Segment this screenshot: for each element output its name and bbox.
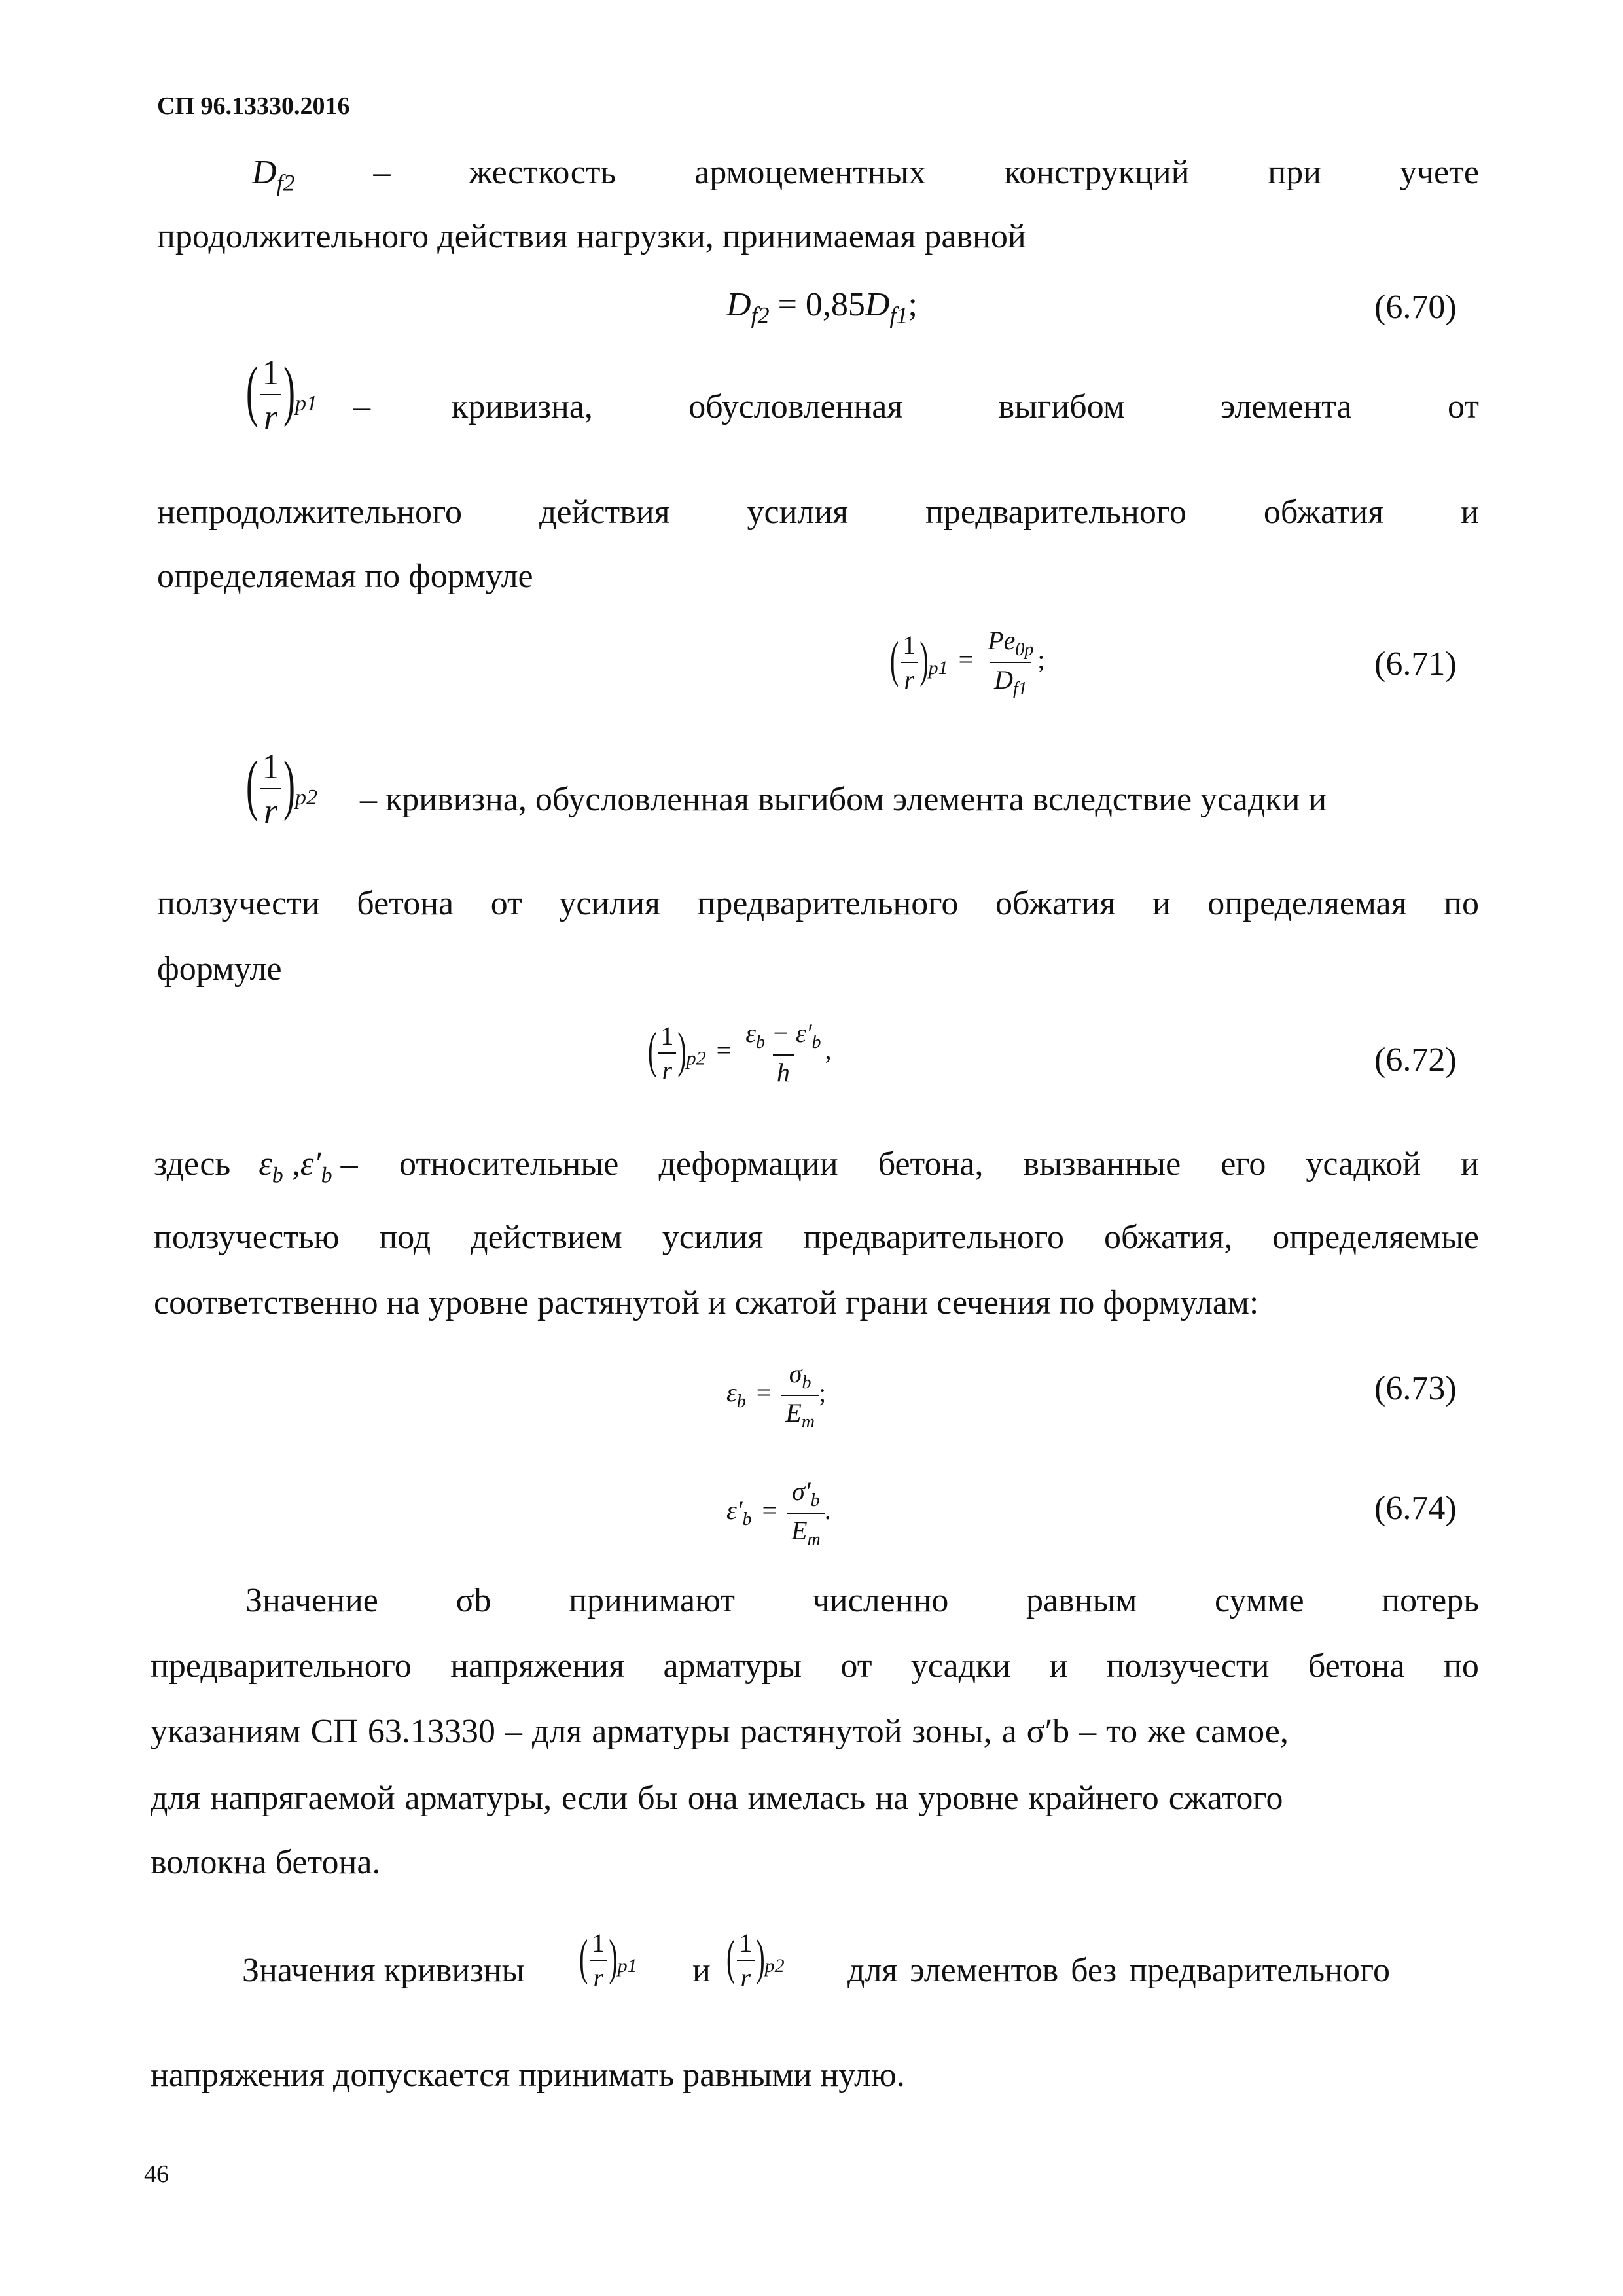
word: потерь bbox=[1382, 1582, 1479, 1619]
zdes-line3: соответственно на уровне растянутой и сжатой грани сечения по формулам: bbox=[154, 1284, 1259, 1321]
word: бетона, bbox=[878, 1145, 984, 1183]
word: предварительного bbox=[151, 1647, 412, 1685]
sigma-par-line2 bbox=[151, 1649, 1479, 1683]
sigma-par-line4: для напрягаемой арматуры, если бы она имелась на уровне крайнего сжатого bbox=[151, 1780, 1283, 1817]
word: обжатия bbox=[1263, 493, 1384, 531]
word: принимают bbox=[569, 1582, 736, 1619]
zdes-line2 bbox=[154, 1221, 1479, 1255]
zdes-line1-rest bbox=[399, 1147, 1479, 1181]
curvature-symbol-p1-inline: ( $\frac{1}{r}$ )$_{p1}$ bbox=[579, 1928, 637, 1992]
word: предварительного bbox=[803, 1219, 1065, 1256]
word: равным bbox=[1026, 1582, 1137, 1619]
curvature-symbol-p2: ( $\frac{1}{r}$ )$_{p2}$ bbox=[246, 747, 317, 831]
sigma-par-line3: указаниям СП 63.13330 – для арматуры растянутой зоны, а σ′b – то же самое, bbox=[151, 1713, 1289, 1750]
equation-6-73: $\varepsilon_b$ = $\frac{\sigma_b}{E_m}$ ; bbox=[726, 1359, 827, 1432]
definition-p2-line3: формуле bbox=[157, 950, 282, 988]
word: вызванные bbox=[1023, 1145, 1181, 1183]
word: учете bbox=[1399, 154, 1479, 191]
word: кривизна, bbox=[452, 388, 593, 425]
word: сумме bbox=[1215, 1582, 1304, 1619]
word: напряжения bbox=[450, 1647, 625, 1685]
final-par-mid: и bbox=[692, 1952, 711, 1989]
zdes-line1-lead: здесь $\varepsilon_b$ $,\varepsilon'_b$ – bbox=[154, 1145, 358, 1188]
word: действия bbox=[539, 493, 670, 531]
word: бетона bbox=[1308, 1647, 1405, 1685]
word: σb bbox=[455, 1582, 491, 1619]
equation-number: (6.71) bbox=[1374, 645, 1457, 683]
word: выгибом bbox=[998, 388, 1125, 425]
word: обжатия, bbox=[1104, 1219, 1233, 1256]
word: от bbox=[1447, 388, 1479, 425]
definition-p1-line3: определяемая по формуле bbox=[157, 558, 533, 595]
word: деформации bbox=[658, 1145, 838, 1183]
definition-p2-line2 bbox=[157, 887, 1479, 921]
word: обжатия bbox=[995, 885, 1116, 922]
equation-number: (6.74) bbox=[1374, 1490, 1457, 1527]
final-par-tail: для элементов без предварительного bbox=[847, 1952, 1390, 1989]
word: усилия bbox=[662, 1219, 764, 1256]
word: арматуры bbox=[663, 1647, 802, 1685]
word: предварительного bbox=[697, 885, 959, 922]
dash: – bbox=[373, 154, 391, 191]
word: численно bbox=[812, 1582, 949, 1619]
equation-6-74: $\varepsilon'_b$ = $\frac{\sigma'_b}{E_m}$ . bbox=[726, 1477, 831, 1550]
word: усилия bbox=[559, 885, 660, 922]
word: от bbox=[490, 885, 522, 922]
word: по bbox=[1444, 1647, 1479, 1685]
word: от bbox=[840, 1647, 872, 1685]
final-par-lead: Значения кривизны bbox=[242, 1952, 525, 1989]
equation-number: (6.73) bbox=[1374, 1370, 1457, 1407]
definition-df2-line1 bbox=[157, 156, 1479, 194]
definition-p1-line1 bbox=[452, 390, 1479, 424]
definition-p2-line1: – кривизна, обусловленная выгибом элемента вследствие усадки и bbox=[360, 781, 1327, 818]
final-par-line2: напряжения допускается принимать равными нулю. bbox=[151, 2056, 905, 2094]
sigma-par-line5: волокна бетона. bbox=[151, 1844, 381, 1881]
word: ползучестью bbox=[154, 1219, 340, 1256]
word: бетона bbox=[357, 885, 454, 922]
word: определяемая bbox=[1207, 885, 1407, 922]
word: и bbox=[1461, 493, 1479, 531]
word: при bbox=[1268, 154, 1321, 191]
word: по bbox=[1444, 885, 1479, 922]
curvature-symbol-p2-inline: ( $\frac{1}{r}$ )$_{p2}$ bbox=[726, 1928, 785, 1992]
word: и bbox=[1152, 885, 1171, 922]
symbol-df2: $D_{f2}$ bbox=[252, 154, 295, 196]
word: предварительного bbox=[925, 493, 1186, 531]
document-code: СП 96.13330.2016 bbox=[157, 92, 350, 120]
word: конструкций bbox=[1004, 154, 1190, 191]
word: и bbox=[1049, 1647, 1068, 1685]
word: жесткость bbox=[469, 154, 616, 191]
word: его bbox=[1221, 1145, 1266, 1183]
word: армоцементных bbox=[694, 154, 926, 191]
equation-6-70: $D_{f2} = 0,85D_{f1}$; bbox=[726, 286, 918, 329]
word: определяемые bbox=[1272, 1219, 1479, 1256]
word: усадки bbox=[910, 1647, 1011, 1685]
equation-6-72: ( $\frac{1}{r}$ )$_{p2}$ = $\frac{\varepsilon_b - \varepsilon'_b}{h}$ , bbox=[648, 1018, 832, 1087]
word: элемента bbox=[1220, 388, 1352, 425]
word: ползучести bbox=[1106, 1647, 1270, 1685]
word: действием bbox=[471, 1219, 622, 1256]
definition-df2-line2: продолжительного действия нагрузки, принимаемая равной bbox=[157, 218, 1026, 255]
word: ползучести bbox=[157, 885, 320, 922]
equation-number: (6.72) bbox=[1374, 1041, 1457, 1079]
word: усилия bbox=[747, 493, 849, 531]
word: непродолжительного bbox=[157, 493, 463, 531]
word: под bbox=[379, 1219, 431, 1256]
word: усадкой bbox=[1306, 1145, 1421, 1183]
word: и bbox=[1461, 1145, 1479, 1183]
word: Значение bbox=[245, 1582, 378, 1619]
curvature-symbol-p1: ( $\frac{1}{r}$ )$_{p1}$ bbox=[246, 353, 317, 437]
page-number: 46 bbox=[144, 2161, 169, 2188]
word: обусловленная bbox=[688, 388, 903, 425]
sigma-par-line1 bbox=[245, 1584, 1479, 1618]
definition-p1-line2 bbox=[157, 495, 1479, 529]
equation-6-71: ( $\frac{1}{r}$ )$_{p1}$ = $\frac{Pe_{0p}}{D_{f1}}$ ; bbox=[890, 626, 1045, 699]
word: относительные bbox=[399, 1145, 619, 1183]
equation-number: (6.70) bbox=[1374, 289, 1457, 326]
dash: – bbox=[353, 388, 370, 425]
